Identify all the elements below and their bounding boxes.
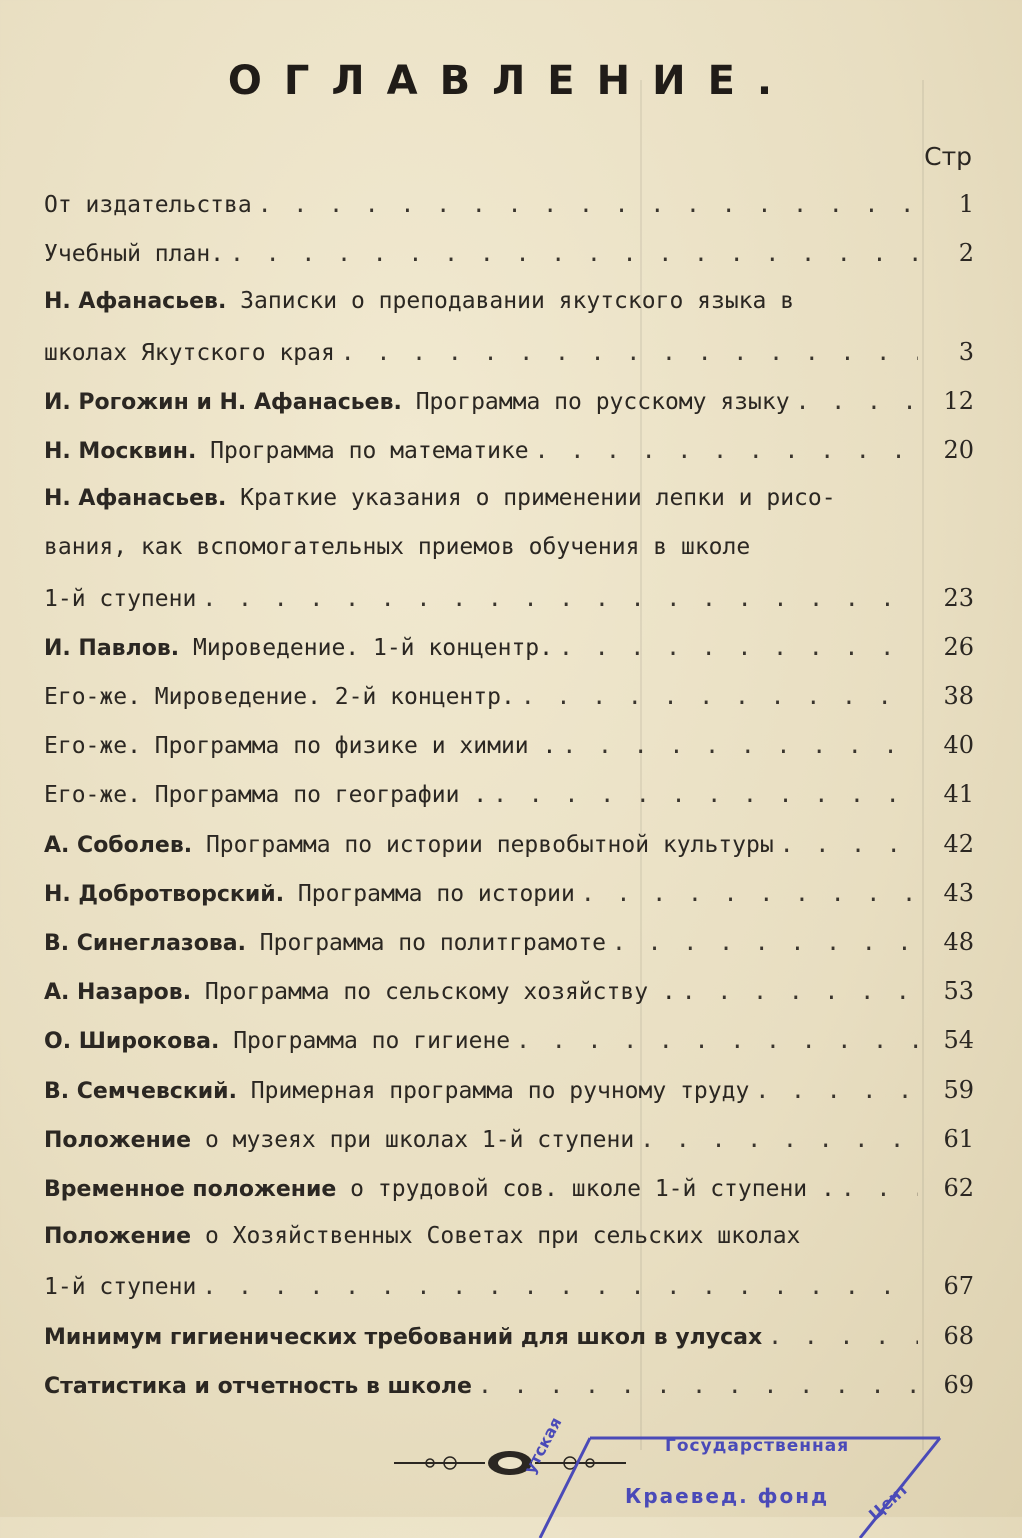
toc-entry-page: 1	[958, 190, 974, 218]
toc-entry-page: 68	[943, 1321, 974, 1350]
toc-entry-text	[44, 241, 224, 267]
toc-leader-dots	[835, 1176, 918, 1202]
toc-entry-page: 38	[943, 682, 974, 710]
toc-entry	[44, 1174, 974, 1210]
toc-entry-author: А. Назаров.	[44, 980, 192, 1006]
toc-entry-text	[44, 1223, 800, 1249]
toc-entry	[44, 436, 974, 472]
toc-entry-title: Его-же. Программа по географии .	[44, 782, 488, 809]
toc-entry-author: А. Соболев.	[44, 832, 193, 858]
toc-entry	[44, 584, 974, 620]
toc-entry-title: о Хозяйственных Советах при сельских школах	[191, 1223, 801, 1250]
toc-entry-title: Программа по математике	[196, 438, 529, 464]
toc-entry	[44, 1076, 974, 1112]
toc-entry-text	[44, 1127, 634, 1153]
toc-entry-page: 42	[943, 829, 974, 858]
toc-entry-page: 53	[943, 977, 974, 1006]
toc-entry-title: 1-й ступени	[44, 585, 197, 612]
toc-entry-title: Краткие указания о применении лепки и рисо-	[226, 485, 836, 512]
toc-entry-title: Программа по русскому языку	[401, 388, 790, 415]
toc-entry-page: 12	[943, 386, 974, 415]
toc-entry-title: Мироведение. 1-й концентр.	[179, 634, 553, 661]
toc-entry-title: школах Якутского края	[44, 339, 335, 366]
toc-entry-page: 61	[943, 1124, 974, 1153]
toc-entry	[44, 239, 974, 275]
toc-leader-dots	[676, 979, 918, 1005]
toc-leader-dots	[487, 782, 918, 808]
toc-leader-dots	[790, 389, 918, 415]
toc-entry-page: 3	[958, 337, 974, 366]
toc-entry-title: Его-же. Мироведение. 2-й концентр.	[44, 684, 515, 710]
toc-entry-text	[44, 586, 196, 612]
toc-entry-text	[44, 389, 790, 415]
toc-entry-title: вания, как вспомогательных приемов обучения в школе	[44, 534, 751, 561]
toc-entry-title: 1-й ступени	[44, 1274, 197, 1301]
toc-entry	[44, 830, 974, 866]
toc-entry-text	[44, 534, 750, 560]
toc-entry-author: В. Семчевский.	[44, 1078, 237, 1104]
toc-entry	[44, 1272, 974, 1308]
toc-entry	[44, 485, 974, 521]
toc-leader-dots	[515, 684, 918, 710]
toc-entry-page: 2	[958, 239, 974, 268]
toc-entry-title: Программа по истории первобытной культуры	[192, 831, 774, 858]
toc-entry-text	[44, 881, 575, 907]
toc-entry-text	[44, 288, 794, 314]
toc-entry-text	[44, 1373, 472, 1399]
toc-leader-dots	[634, 1127, 918, 1153]
toc-leader-dots	[606, 930, 918, 956]
toc-entry	[44, 977, 974, 1013]
toc-entry	[44, 190, 974, 226]
toc-entry-page: 48	[943, 928, 974, 956]
toc-entry-page: 23	[943, 583, 974, 612]
toc-entry-title: Его-же. Программа по физике и химии .	[44, 733, 557, 760]
toc-entry-title: о музеях при школах 1-й ступени	[191, 1126, 635, 1153]
toc-leader-dots	[472, 1373, 918, 1399]
toc-entry-text	[44, 340, 335, 366]
toc-entry	[44, 731, 974, 767]
toc-leader-dots	[335, 340, 918, 366]
toc-entry-author: Н. Афанасьев.	[44, 486, 227, 512]
toc-entry-page: 67	[943, 1272, 974, 1301]
toc-leader-dots	[529, 438, 918, 464]
toc-entry-author: Положение	[44, 1127, 192, 1153]
toc-entry-title: Примерная программа по ручному труду	[236, 1077, 750, 1104]
toc-entry-page: 54	[943, 1026, 974, 1055]
stamp-text-line2: Краевед. фонд	[625, 1484, 830, 1508]
toc-entry-author: Положение	[44, 1224, 192, 1250]
page-title: ОГЛАВЛЕНИЕ.	[227, 58, 795, 104]
toc-entry	[44, 1223, 974, 1259]
toc-entry-author: Н. Добротворский.	[44, 881, 285, 907]
toc-entry-text	[44, 979, 676, 1005]
toc-entry-title: Учебный план.	[44, 241, 225, 268]
toc-entry	[44, 387, 974, 423]
stamp-fragment-right: Цент	[865, 1479, 912, 1525]
toc-entry	[44, 338, 974, 374]
toc-entry-text	[44, 1028, 510, 1054]
toc-entry	[44, 288, 974, 324]
toc-entry-text	[44, 192, 252, 218]
toc-entry-title: Записки о преподавании якутского языка в	[226, 288, 795, 315]
toc-entry	[44, 928, 974, 964]
toc-entry-text	[44, 1176, 835, 1202]
toc-entry-page: 69	[943, 1370, 974, 1399]
toc-entry-text	[44, 1324, 762, 1350]
toc-entry-title: Программа по гигиене	[219, 1028, 511, 1055]
toc-leader-dots	[196, 586, 918, 612]
toc-entry	[44, 1371, 974, 1407]
toc-entry-author: Статистика и отчетность в школе	[44, 1373, 472, 1399]
toc-entry-author: О. Широкова.	[44, 1029, 220, 1055]
toc-entry-title: Программа по истории	[284, 880, 575, 907]
toc-entry	[44, 682, 974, 718]
toc-entry-author: Н. Афанасьев.	[44, 289, 227, 315]
toc-entry	[44, 534, 974, 570]
toc-leader-dots	[510, 1028, 918, 1054]
toc-entry-text	[44, 1078, 749, 1104]
stamp-fragment-left: утская	[520, 1414, 566, 1477]
toc-entry	[44, 1125, 974, 1161]
toc-entry-text	[44, 782, 487, 808]
toc-entry-page: 40	[943, 731, 974, 760]
toc-entry-title: Программа по политграмоте	[245, 930, 606, 956]
toc-entry-text	[44, 635, 553, 661]
toc-leader-dots	[762, 1324, 918, 1350]
toc-leader-dots	[575, 881, 918, 907]
toc-leader-dots	[774, 832, 918, 858]
stamp-text-line1: Государственная	[665, 1436, 850, 1456]
toc-entry-text	[44, 1274, 196, 1300]
toc-entry-author: И. Рогожин и Н. Афанасьев.	[44, 389, 402, 415]
toc-entry-author: Н. Москвин.	[44, 439, 197, 464]
toc-entry-title: Программа по сельскому хозяйству .	[191, 979, 676, 1006]
toc-entry-author: Минимум гигиенических требований для школ в улусах	[44, 1324, 763, 1350]
toc-entry-text	[44, 832, 774, 858]
toc-entry-title: От издательства	[44, 192, 252, 218]
toc-entry-page: 43	[943, 878, 974, 907]
toc-entry	[44, 1026, 974, 1062]
toc-entry	[44, 780, 974, 816]
toc-entry-page: 62	[943, 1174, 974, 1202]
library-stamp	[520, 1414, 1000, 1538]
toc-entry-text	[44, 930, 606, 956]
toc-leader-dots	[252, 192, 918, 218]
toc-entry-page: 41	[943, 780, 974, 809]
toc-entry-author: И. Павлов.	[44, 635, 180, 661]
toc-entry-text	[44, 438, 529, 464]
toc-entry-text	[44, 684, 515, 710]
page-column-header: Стр	[924, 142, 972, 171]
toc-entry-author: Временное положение	[44, 1177, 337, 1202]
toc-leader-dots	[749, 1078, 918, 1104]
toc-entry-author: В. Синеглазова.	[44, 931, 246, 956]
toc-leader-dots	[196, 1274, 918, 1300]
toc-leader-dots	[556, 733, 918, 759]
toc-entry	[44, 1322, 974, 1358]
toc-entry-page: 20	[943, 436, 974, 464]
toc-entry-page: 59	[943, 1075, 974, 1104]
toc-leader-dots	[553, 635, 918, 661]
toc-entry	[44, 879, 974, 915]
toc-entry-text	[44, 733, 556, 759]
toc-entry-title: о трудовой сов. школе 1-й ступени .	[336, 1176, 835, 1202]
toc-leader-dots	[224, 241, 918, 267]
toc-entry-text	[44, 485, 836, 511]
toc-entry	[44, 633, 974, 669]
toc-entry-page: 26	[943, 632, 974, 661]
